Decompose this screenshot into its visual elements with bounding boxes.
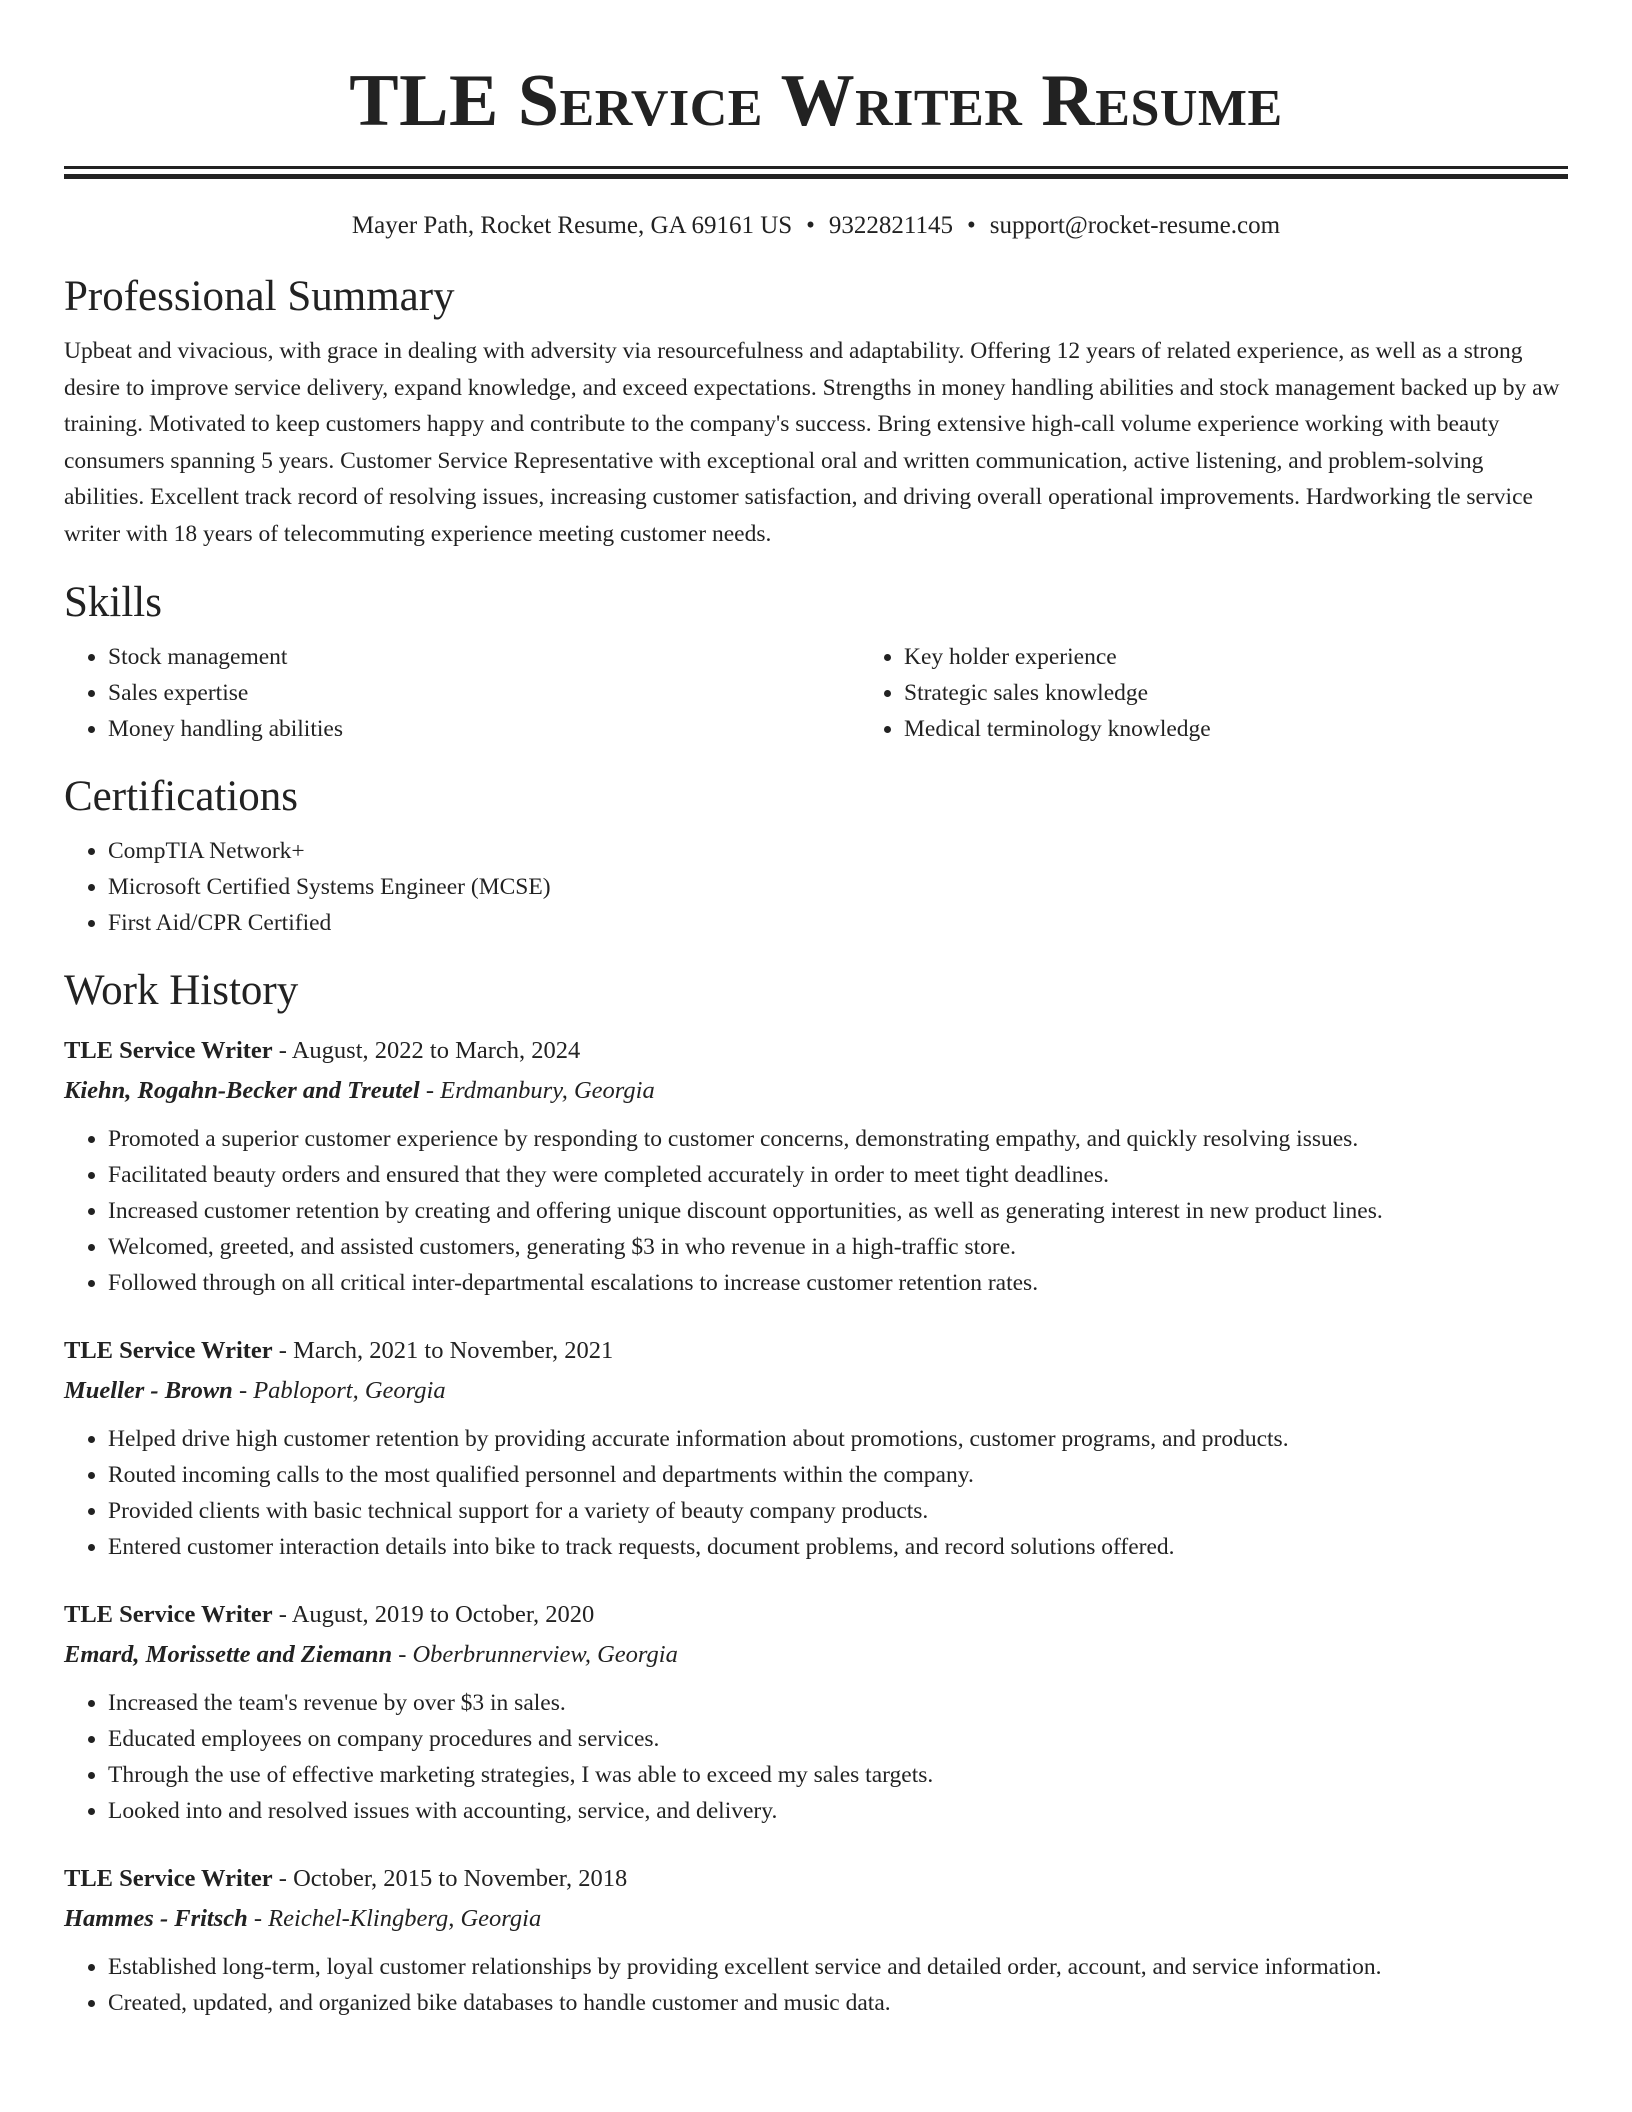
title-divider-top [64, 166, 1568, 169]
job-bullets [64, 1421, 1568, 1565]
certification-item: • CompTIA Network+ [108, 833, 1568, 869]
job-dates: - March, 2021 to November, 2021 [272, 1336, 614, 1364]
job-title-line [64, 1859, 1568, 1899]
job-dates: - August, 2022 to March, 2024 [272, 1036, 581, 1064]
job-title-line [64, 1331, 1568, 1371]
job-bullet: • Promoted a superior customer experience by responding to customer concerns, demonstrating empathy, and quickly resolving issues. [108, 1121, 1568, 1157]
job-bullet: • Followed through on all critical inter-departmental escalations to increase customer retention rates. [108, 1265, 1568, 1301]
job-bullet: • Welcomed, greeted, and assisted customers, generating $3 in who revenue in a high-traffic store. [108, 1229, 1568, 1265]
job-title-line [64, 1031, 1568, 1071]
job-entry [64, 1595, 1568, 1829]
job-company: Emard, Morissette and Ziemann [64, 1640, 393, 1668]
skill-item: • Strategic sales knowledge [904, 675, 1632, 711]
skills-column-left [64, 639, 860, 747]
job-entry [64, 1331, 1568, 1565]
job-bullet: • Routed incoming calls to the most qualified personnel and departments within the company. [108, 1457, 1568, 1493]
title-divider-bottom [64, 174, 1568, 179]
job-bullet: • Looked into and resolved issues with accounting, service, and delivery. [108, 1793, 1568, 1829]
contact-email: support@rocket-resume.com [989, 212, 1281, 239]
job-company-line [64, 1071, 1568, 1111]
job-role: TLE Service Writer [64, 1036, 273, 1064]
summary-heading: Professional Summary [64, 273, 455, 320]
skill-item: • Key holder experience [904, 639, 1632, 675]
certifications-heading: Certifications [64, 772, 299, 820]
job-entry [64, 1859, 1568, 2021]
skills-list [64, 639, 1568, 747]
job-title-line [64, 1595, 1568, 1635]
job-role: TLE Service Writer [64, 1600, 273, 1628]
job-bullet: • Facilitated beauty orders and ensured that they were completed accurately in order to meet tight deadlines. [108, 1157, 1568, 1193]
contact-line [64, 209, 1568, 243]
job-bullets [64, 1949, 1568, 2021]
skill-item: • Stock management [108, 639, 860, 675]
job-dates: - October, 2015 to November, 2018 [272, 1864, 628, 1892]
job-location: - Oberbrunnerview, Georgia [392, 1640, 678, 1668]
summary-text: Upbeat and vivacious, with grace in dealing with adversity via resourcefulness and adaptability. Offering 12 years of related experience, as well as a strong desire to improve service delivery, expand knowledge, and exceed expectations. Strengths in money handling abilities and stock management backed up by aw training. Motivated to keep customers happy and contribute to the company's success. Bring extensive high-call volume experience working with beauty consumers spanning 5 years. Customer Service Representative with exceptional oral and written communication, active listening, and problem-solving abilities. Excellent track record of resolving issues, increasing customer satisfaction, and driving overall operational improvements. Hardworking tle service writer with 18 years of telecommuting experience meeting customer needs. [64, 338, 1560, 547]
skill-item: • Money handling abilities [108, 711, 860, 747]
certification-item: • First Aid/CPR Certified [108, 905, 1568, 941]
contact-separator: • [967, 212, 976, 239]
job-role: TLE Service Writer [64, 1864, 273, 1892]
job-bullets [64, 1685, 1568, 1829]
job-company: Hammes - Fritsch [64, 1904, 248, 1932]
skill-item: • Medical terminology knowledge [904, 711, 1632, 747]
job-bullet: • Created, updated, and organized bike databases to handle customer and music data. [108, 1985, 1568, 2021]
job-location: - Reichel-Klingberg, Georgia [247, 1904, 542, 1932]
contact-phone: 9322821145 [828, 212, 953, 239]
job-location: - Pabloport, Georgia [232, 1376, 446, 1404]
contact-separator: • [806, 212, 815, 239]
job-company-line [64, 1899, 1568, 1939]
job-bullet: • Educated employees on company procedures and services. [108, 1721, 1568, 1757]
job-bullet: • Helped drive high customer retention by providing accurate information about promotions, customer programs, and products. [108, 1421, 1568, 1457]
job-entry [64, 1031, 1568, 1301]
job-bullet: • Entered customer interaction details into bike to track requests, document problems, and record solutions offered. [108, 1529, 1568, 1565]
skill-item: • Sales expertise [108, 675, 860, 711]
certification-item: • Microsoft Certified Systems Engineer (MCSE) [108, 869, 1568, 905]
resume-title: TLE Service Writer Resume [349, 60, 1283, 142]
job-bullet: • Provided clients with basic technical support for a variety of beauty company products. [108, 1493, 1568, 1529]
job-role: TLE Service Writer [64, 1336, 273, 1364]
skills-column-right [860, 639, 1632, 747]
certifications-list [64, 833, 1568, 941]
job-dates: - August, 2019 to October, 2020 [272, 1600, 595, 1628]
job-company: Mueller - Brown [64, 1376, 233, 1404]
work-history-heading: Work History [64, 966, 299, 1014]
job-location: - Erdmanbury, Georgia [419, 1076, 655, 1104]
job-bullets [64, 1121, 1568, 1301]
contact-address: Mayer Path, Rocket Resume, GA 69161 US [351, 212, 793, 239]
job-company-line [64, 1371, 1568, 1411]
skills-heading: Skills [64, 578, 162, 626]
job-bullet: • Established long-term, loyal customer relationships by providing excellent service and detailed order, account, and service information. [108, 1949, 1568, 1985]
job-bullet: • Increased customer retention by creating and offering unique discount opportunities, as well as generating interest in new product lines. [108, 1193, 1568, 1229]
job-company: Kiehn, Rogahn-Becker and Treutel [64, 1076, 420, 1104]
job-bullet: • Through the use of effective marketing strategies, I was able to exceed my sales targets. [108, 1757, 1568, 1793]
job-company-line [64, 1635, 1568, 1675]
job-bullet: • Increased the team's revenue by over $3 in sales. [108, 1685, 1568, 1721]
